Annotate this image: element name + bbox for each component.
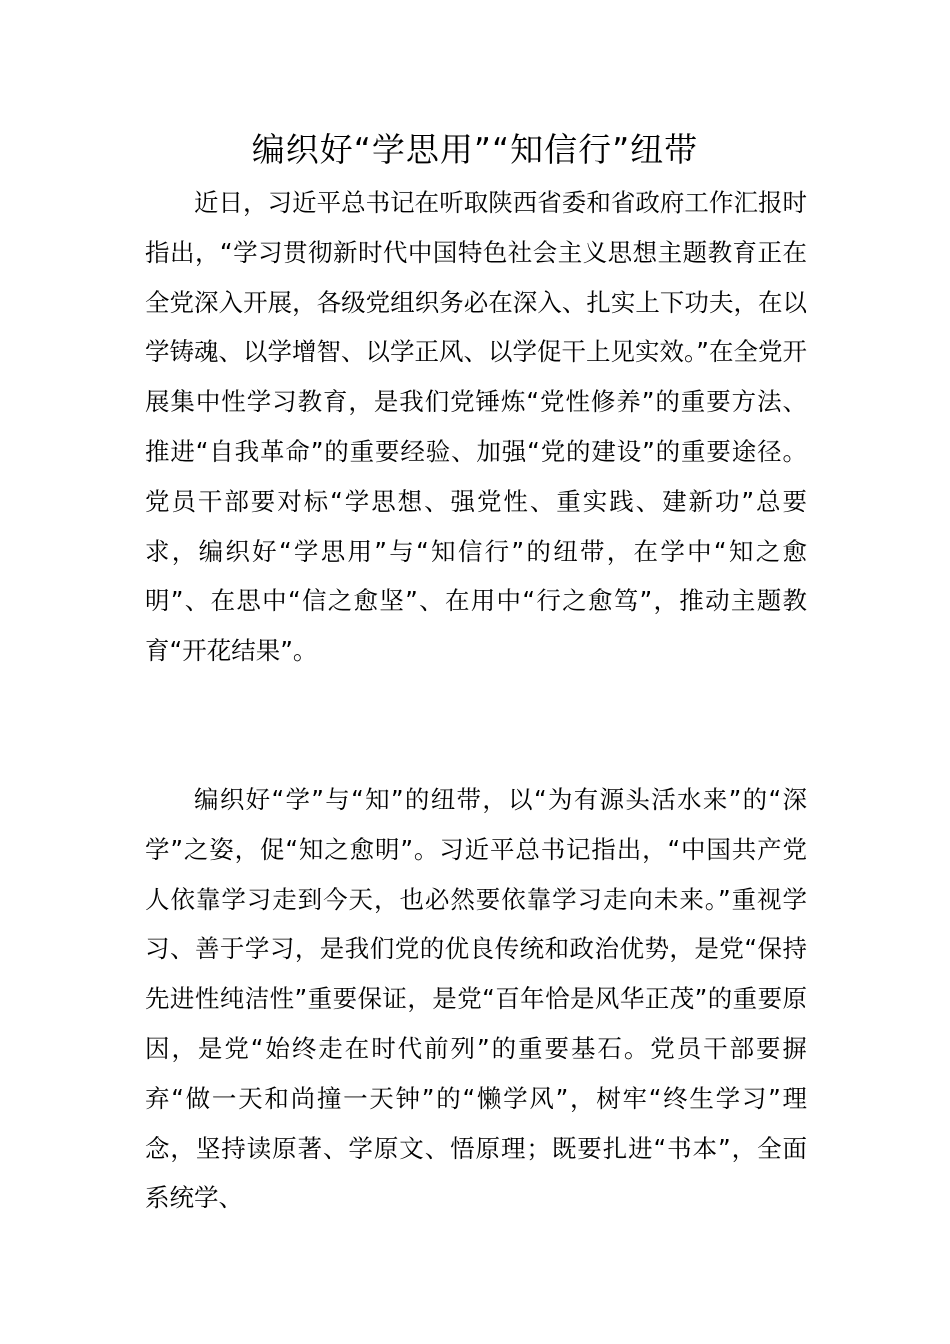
document-title: 编织好“学思用”“知信行”纽带 bbox=[251, 130, 699, 169]
paragraph-1: 近日，习近平总书记在听取陕西省委和省政府工作汇报时指出，“学习贯彻新时代中国特色社会主义思想主题教育正在全党深入开展，各级党组织务必在深入、扎实上下功夫，在以学铸魂、以学增智、以学正风、以学促干上见实效。”在全党开展集中性学习教育，是我们党锤炼“党性修养”的重要方法、推进“自我革命”的重要经验、加强“党的建设”的重要途径。党员干部要对标“学思想、强党性、重实践、建新功”总要求，编织好“学思用”与“知信行”的纽带，在学中“知之愈明”、在思中“信之愈坚”、在用中“行之愈笃”，推动主题教育“开花结果”。 bbox=[145, 188, 807, 666]
paragraph-2: 编织好“学”与“知”的纽带，以“为有源头活水来”的“深学”之姿，促“知之愈明”。习近平总书记指出，“中国共产党人依靠学习走到今天，也必然要依靠学习走向未来。”重视学习、善于学习，是我们党的优良传统和政治优势，是党“保持先进性纯洁性”重要保证，是党“百年恰是风华正茂”的重要原因，是党“始终走在时代前列”的重要基石。党员干部要摒弃“做一天和尚撞一天钟”的“懒学风”，树牢“终生学习”理念，坚持读原著、学原文、悟原理；既要扎进“书本”，全面系统学、 bbox=[145, 785, 807, 1213]
